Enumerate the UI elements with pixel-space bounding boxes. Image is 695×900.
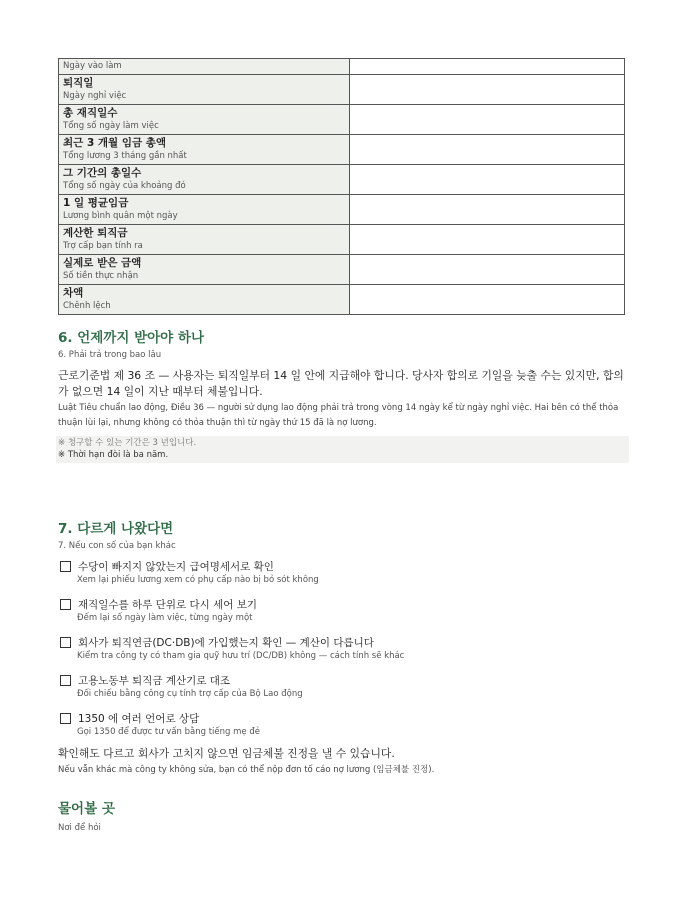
document-page bbox=[58, 58, 625, 833]
checkbox[interactable] bbox=[60, 713, 71, 724]
row-label-ko: 그 기간의 총일수 bbox=[63, 167, 142, 179]
checklist-item-ko: 1350 에 여러 언어로 상담 bbox=[78, 712, 200, 725]
row-label-vi: Tổng số ngày làm việc bbox=[63, 121, 159, 131]
row-label-ko: 1 일 평균임금 bbox=[63, 197, 129, 209]
table-value-cell[interactable] bbox=[350, 255, 625, 285]
table-row bbox=[59, 285, 625, 315]
checklist-item bbox=[58, 672, 625, 710]
row-label-ko: 실제로 받은 금액 bbox=[63, 257, 142, 269]
table-row bbox=[59, 105, 625, 135]
row-label-ko: 퇴직일 bbox=[63, 77, 94, 89]
table-value-cell[interactable] bbox=[350, 195, 625, 225]
section-6-title: 6. 언제까지 받아야 하나 bbox=[58, 330, 204, 346]
row-label-vi: Chênh lệch bbox=[63, 301, 111, 311]
table-row bbox=[59, 225, 625, 255]
table-row bbox=[59, 195, 625, 225]
row-label-ko: 최근 3 개월 임금 총액 bbox=[63, 137, 167, 149]
checklist-item-vi: Kiểm tra công ty có tham gia quỹ hưu trí (DC/DB) không — cách tính sẽ khác bbox=[77, 651, 405, 661]
section-7 bbox=[58, 520, 625, 778]
checklist-item-ko: 수당이 빠지지 않았는지 급여명세서로 확인 bbox=[78, 560, 274, 573]
section-7-title: 7. 다르게 나왔다면 bbox=[58, 521, 174, 537]
table-label-cell bbox=[59, 105, 350, 135]
row-label-vi: Số tiền thực nhận bbox=[63, 271, 139, 281]
checklist-item-ko: 회사가 퇴직연금(DC·DB)에 가입했는지 확인 — 계산이 다릅니다 bbox=[78, 636, 374, 649]
table-label-cell bbox=[59, 255, 350, 285]
checklist-item bbox=[58, 634, 625, 672]
checkbox[interactable] bbox=[60, 637, 71, 648]
row-label-vi: Tổng lương 3 tháng gần nhất bbox=[63, 151, 187, 161]
table-label-cell bbox=[59, 285, 350, 315]
checklist-item bbox=[58, 710, 625, 744]
table-row bbox=[59, 255, 625, 285]
table-label-cell bbox=[59, 165, 350, 195]
section-7-subtitle: 7. Nếu con số của bạn khác bbox=[58, 541, 176, 551]
checklist-item bbox=[58, 558, 625, 596]
table-row bbox=[59, 135, 625, 165]
row-label-vi: Trợ cấp bạn tính ra bbox=[63, 241, 143, 251]
section-6-subtitle: 6. Phải trả trong bao lâu bbox=[58, 350, 162, 360]
table-label-cell bbox=[59, 135, 350, 165]
section-7-closing-ko: 확인해도 다르고 회사가 고치지 않으면 임금체불 진정을 낼 수 있습니다. bbox=[58, 747, 395, 760]
severance-calc-table bbox=[58, 58, 625, 315]
row-label-ko: 계산한 퇴직금 bbox=[63, 227, 128, 239]
row-label-ko: 차액 bbox=[63, 287, 84, 299]
table-value-cell[interactable] bbox=[350, 225, 625, 255]
section-6 bbox=[58, 329, 625, 463]
row-label-vi: Lương bình quân một ngày bbox=[63, 211, 178, 221]
table-value-cell[interactable] bbox=[350, 105, 625, 135]
table-row bbox=[59, 59, 625, 75]
checklist-item bbox=[58, 596, 625, 634]
section-6-body-ko: 근로기준법 제 36 조 — 사용자는 퇴직일부터 14 일 안에 지급해야 합니다. 당사자 합의로 기일을 늦출 수는 있지만, 합의가 없으면 14 일이 지난 때부터 체불입니다. bbox=[58, 369, 624, 398]
table-value-cell[interactable] bbox=[350, 135, 625, 165]
note-ko: ※ 청구할 수 있는 기간은 3 년입니다. bbox=[58, 438, 197, 448]
table-label-cell bbox=[59, 225, 350, 255]
table-row bbox=[59, 75, 625, 105]
row-label-vi: Ngày vào làm bbox=[63, 61, 122, 71]
checkbox[interactable] bbox=[60, 675, 71, 686]
section-6-body-vi: Luật Tiêu chuẩn lao động, Điều 36 — người sử dụng lao động phải trả trong vòng 14 ngày kể từ ngày nghỉ việc. Hai bên có thể thỏa thuận lùi lại, nhưng không có thỏa thuận thì từ ngày thứ 15 đã là nợ lương. bbox=[58, 403, 619, 428]
checklist-item-vi: Xem lại phiếu lương xem có phụ cấp nào bị bỏ sót không bbox=[77, 575, 319, 585]
contact-section bbox=[58, 800, 625, 834]
table-label-cell bbox=[59, 195, 350, 225]
row-label-vi: Tổng số ngày của khoảng đó bbox=[63, 181, 186, 191]
table-value-cell[interactable] bbox=[350, 165, 625, 195]
section-7-closing-vi: Nếu vẫn khác mà công ty không sửa, bạn có thể nộp đơn tố cáo nợ lương (임금체불 진정). bbox=[58, 765, 435, 775]
checklist-item-vi: Đối chiếu bằng công cụ tính trợ cấp của Bộ Lao động bbox=[77, 689, 303, 699]
checklist-item-vi: Đếm lại số ngày làm việc, từng ngày một bbox=[77, 613, 253, 623]
note-vi: ※ Thời hạn đòi là ba năm. bbox=[58, 450, 169, 460]
checklist-item-vi: Gọi 1350 để được tư vấn bằng tiếng mẹ đẻ bbox=[77, 727, 260, 737]
table-value-cell[interactable] bbox=[350, 59, 625, 75]
table-value-cell[interactable] bbox=[350, 75, 625, 105]
table-value-cell[interactable] bbox=[350, 285, 625, 315]
table-label-cell bbox=[59, 75, 350, 105]
contact-title: 물어볼 곳 bbox=[58, 801, 115, 817]
checkbox[interactable] bbox=[60, 561, 71, 572]
checklist-item-ko: 고용노동부 퇴직금 계산기로 대조 bbox=[78, 674, 231, 687]
contact-subtitle: Nơi để hỏi bbox=[58, 823, 101, 833]
checklist bbox=[58, 558, 625, 744]
row-label-vi: Ngày nghỉ việc bbox=[63, 91, 127, 101]
row-label-ko: 총 재직일수 bbox=[63, 107, 118, 119]
checkbox[interactable] bbox=[60, 599, 71, 610]
checklist-item-ko: 재직일수를 하루 단위로 다시 세어 보기 bbox=[78, 598, 257, 611]
table-row bbox=[59, 165, 625, 195]
note-box bbox=[56, 436, 629, 463]
table-label-cell bbox=[59, 59, 350, 75]
